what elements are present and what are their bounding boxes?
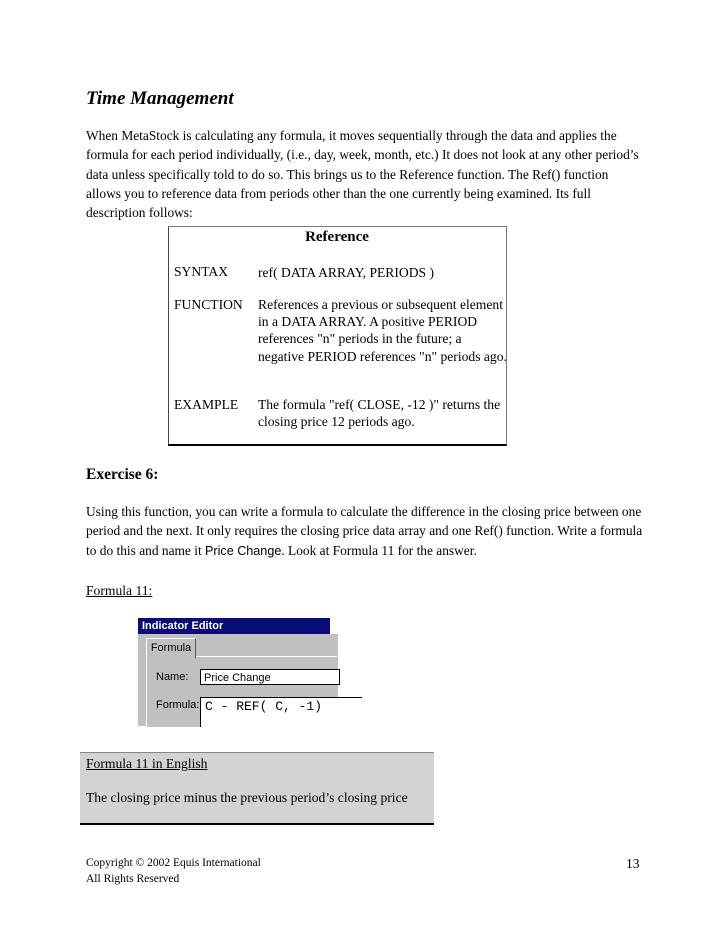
exercise-name-term: Price Change: [205, 543, 282, 558]
exercise-text-before: Using this function, you can write a formula to calculate the difference in the closing price between one period and the next. It only requires the closing price data array and one Ref() function. Write a formula to do this and name it: [86, 504, 643, 558]
name-field-label: Name:: [156, 671, 189, 683]
formula-field-label: Formula:: [156, 699, 200, 711]
rights-text: All Rights Reserved: [86, 873, 180, 885]
exercise-heading: Exercise 6:: [86, 466, 159, 483]
formula-input[interactable]: C - REF( C, -1): [200, 697, 362, 727]
copyright-text: Copyright © 2002 Equis International: [86, 857, 261, 869]
editor-title-bar: Indicator Editor: [138, 618, 330, 634]
function-text: References a previous or subsequent element in a DATA ARRAY. A positive PERIOD references "n" periods in the future; a negative PERIOD references "n" periods ago.: [258, 297, 507, 364]
reference-title: Reference: [305, 229, 369, 245]
english-text: The closing price minus the previous period’s closing price: [86, 790, 408, 805]
english-heading: Formula 11 in English: [86, 756, 208, 771]
reference-box-top-border: [168, 226, 506, 227]
formula-label: Formula 11:: [86, 583, 153, 598]
function-label: FUNCTION: [174, 297, 243, 312]
example-label: EXAMPLE: [174, 397, 239, 412]
footer: [86, 855, 261, 887]
name-input[interactable]: Price Change: [200, 669, 340, 685]
exercise-text-after: . Look at Formula 11 for the answer.: [281, 542, 477, 558]
syntax-label: SYNTAX: [174, 264, 229, 279]
syntax-text: ref( DATA ARRAY, PERIODS ): [258, 265, 435, 280]
section-title: Time Management: [86, 88, 234, 109]
tab-formula[interactable]: Formula: [146, 638, 196, 658]
intro-paragraph: When MetaStock is calculating any formula, it moves sequentially through the data and applies the formula for each period individually, (i.e., day, week, month, etc.) It does not look at any other period’s data unless specifically told to do so. This brings us to the Reference function. The Ref() function allows you to reference data from periods other than the one currently being examined. Its full description follows:: [86, 128, 639, 221]
reference-box-left-border: [168, 226, 169, 444]
example-text: The formula "ref( CLOSE, -12 )" returns the closing price 12 periods ago.: [258, 397, 501, 430]
exercise-paragraph: [86, 502, 646, 561]
page-number: 13: [626, 856, 640, 871]
